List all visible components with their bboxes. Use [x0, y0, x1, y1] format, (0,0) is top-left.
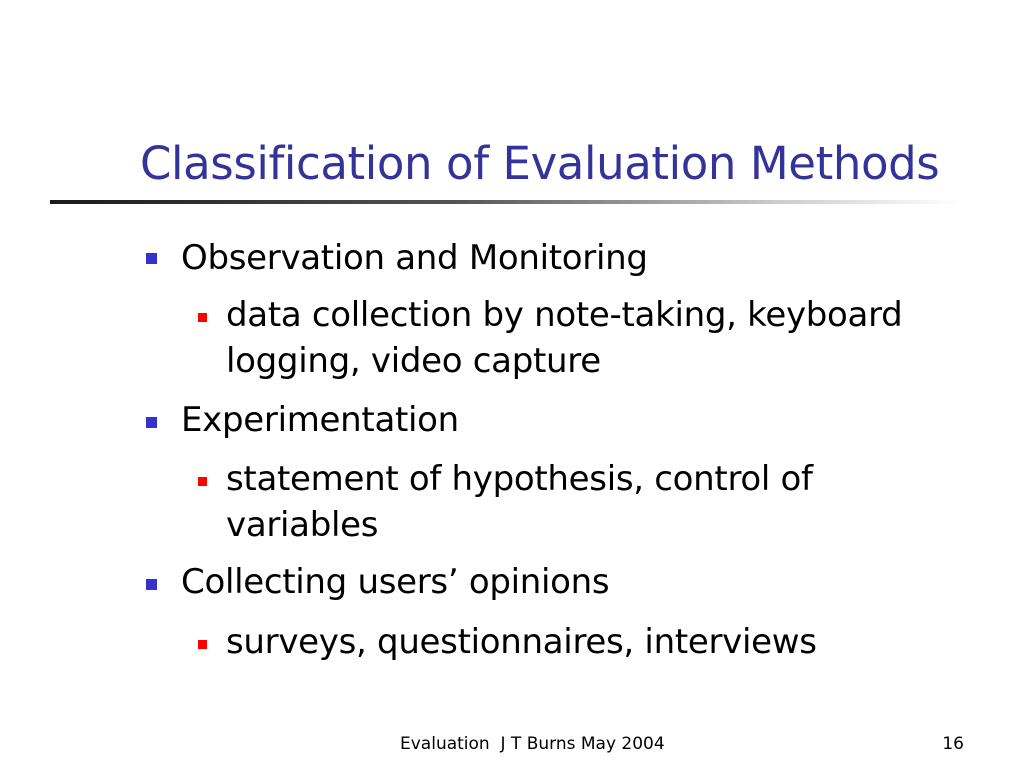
- blue-square-bullet-icon: [146, 417, 157, 428]
- bullet-item-observation: Observation and Monitoring: [181, 238, 648, 278]
- blue-square-bullet-icon: [146, 579, 157, 590]
- sub-bullet-data-collection: data collection by note-taking, keyboard logging, video capture: [226, 295, 903, 381]
- sub-bullet-statement-of-hypothesis: statement of hypothesis, control of variables: [226, 459, 813, 545]
- sub-bullet-surveys: surveys, questionnaires, interviews: [226, 622, 817, 662]
- slide-title: Classification of Evaluation Methods: [140, 137, 940, 190]
- title-underline-rule: [50, 200, 960, 204]
- red-square-bullet-icon: [198, 313, 207, 322]
- red-square-bullet-icon: [198, 477, 207, 486]
- blue-square-bullet-icon: [146, 253, 157, 264]
- red-square-bullet-icon: [198, 640, 207, 649]
- bullet-item-experimentation: Experimentation: [181, 400, 459, 440]
- slide-footer: Evaluation J T Burns May 2004: [400, 734, 665, 754]
- slide-number: 16: [942, 734, 964, 754]
- bullet-item-collecting-opinions: Collecting users’ opinions: [181, 562, 610, 602]
